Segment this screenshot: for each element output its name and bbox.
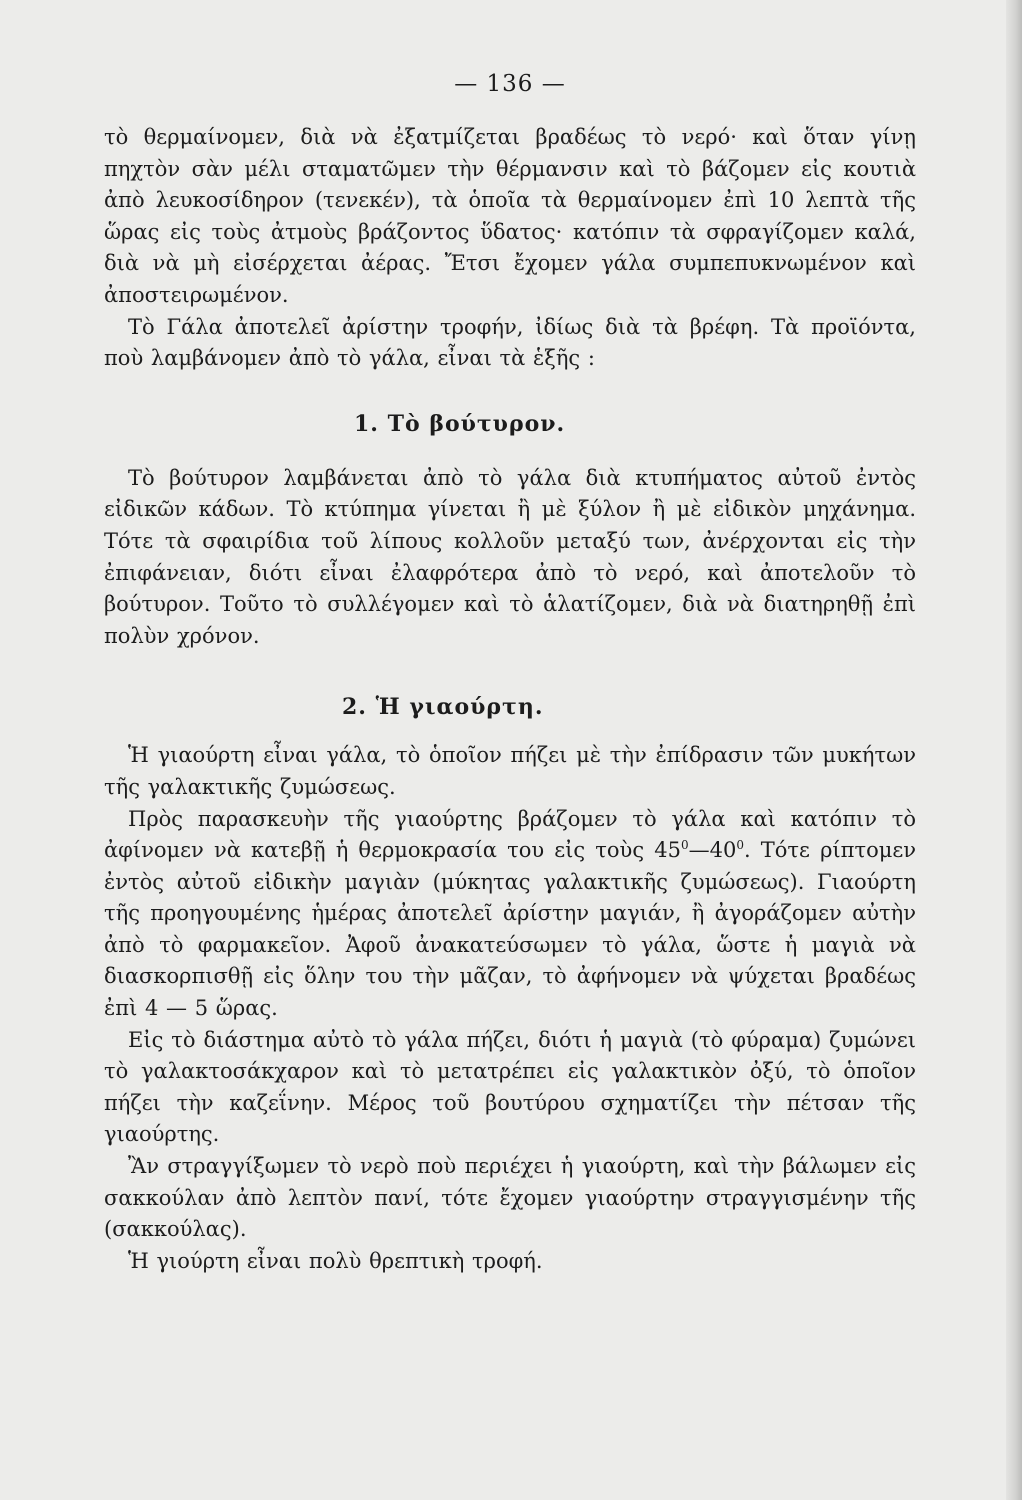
page-number: — 136 — [454,71,566,97]
section-heading-butter: 1. Τὸ βούτυρον. [354,410,566,437]
paragraph-yogurt-nutrition: Ἡ γιούρτη εἶναι πολὺ θρεπτικὴ τροφή. [128,1248,543,1273]
yogurt-prep-text-end: . Τότε ρίπτομεν ἐντὸς αὐτοῦ εἰδικὴν μαγιὰν (μύκητας γαλακτικῆς ζυμώσεως). Γιαούρτη τῆς προηγουμένης ἡμέρας ἀποτελεῖ ἀρίστην μαγιάν, ἢ ἀγοράζομεν αὐτὴν ἀπὸ τὸ φαρμακεῖον. Ἀφοῦ ἀνακατεύσωμεν τὸ γάλα, ὥστε ἡ μαγιὰ νὰ διασκορπισθῇ εἰς ὅλην του τὴν μᾶζαν, τὸ ἀφήνομεν νὰ ψύχεται βραδέως ἐπὶ 4 — 5 ὥρας. [104,838,916,1021]
degree-mark: 0 [736,838,744,853]
section-heading-yogurt: 2. Ἡ γιαούρτη. [342,694,544,721]
page-content [104,64,916,1277]
paragraph-strained-yogurt: Ἂν στραγγίξωμεν τὸ νερὸ ποὺ περιέχει ἡ γιαούρτη, καὶ τὴν βάλωμεν εἰς σακκούλαν ἀπὸ λεπτὸν πανί, τότε ἔχομεν γιαούρτην στραγγισμένην τῆς (σακκούλας). [104,1154,916,1242]
paragraph-milk-products: Τὸ Γάλα ἀποτελεῖ ἀρίστην τροφήν, ἰδίως διὰ τὰ βρέφη. Τὰ προϊόντα, ποὺ λαμβάνομεν ἀπὸ τὸ γάλα, εἶναι τὰ ἑξῆς : [104,314,916,371]
yogurt-prep-text-start: Πρὸς παρασκευὴν τῆς γιαούρτης βράζομεν τὸ γάλα καὶ κατόπιν τὸ ἀφίνομεν νὰ κατεβῇ ἡ θερμοκρασία του εἰς τοὺς 45 [104,806,916,863]
paragraph-yogurt-definition: Ἡ γιαούρτη εἶναι γάλα, τὸ ὁποῖον πήζει μὲ τὴν ἐπίδρασιν τῶν μυκήτων τῆς γαλακτικῆς ζυμώσεως. [104,743,916,799]
paragraph-butter: Τὸ βούτυρον λαμβάνεται ἀπὸ τὸ γάλα διὰ κτυπήματος αὐτοῦ ἐντὸς εἰδικῶν κάδων. Τὸ κτύπημα γίνεται ἢ μὲ ξύλον ἢ μὲ εἰδικὸν μηχάνημα. Τότε τὰ σφαιρίδια τοῦ λίπους κολλοῦν μεταξύ των, ἀνέρχονται εἰς τὴν ἐπιφάνειαν, διότι εἶναι ἐλαφρότερα ἀπὸ τὸ νερό, καὶ ἀποτελοῦν τὸ βούτυρον. Τοῦτο τὸ συλλέγομεν καὶ τὸ ἁλατίζομεν, διὰ νὰ διατηρηθῇ ἐπὶ πολὺν χρόνον. [104,465,916,648]
degree-mark: 0 [680,838,689,853]
paragraph-yogurt-fermentation: Εἰς τὸ διάστημα αὐτὸ τὸ γάλα πήζει, διότι ἡ μαγιὰ (τὸ φύραμα) ζυμώνει τὸ γαλακτοσάκχαρον καὶ τὸ μετατρέπει εἰς γαλακτικὸν ὀξύ, τὸ ὁποῖον πήζει τὴν καζεΐνην. Μέρος τοῦ βουτύρου σχηματίζει τὴν πέτσαν τῆς γιαούρτης. [104,1027,916,1147]
paragraph-yogurt-preparation [104,804,916,1025]
temperature-dash: —40 [688,838,737,863]
paragraph-condensed-milk: τὸ θερμαίνομεν, διὰ νὰ ἐξατμίζεται βραδέως τὸ νερό· καὶ ὅταν γίνῃ πηχτὸν σὰν μέλι σταματῶμεν τὴν θέρμανσιν καὶ τὸ βάζομεν εἰς κουτιὰ ἀπὸ λευκοσίδηρον (τενεκέν), τὰ ὁποῖα τὰ θερμαίνομεν ἐπὶ 10 λεπτὰ τῆς ὥρας εἰς τοὺς ἀτμοὺς βράζοντος ὕδατος· κατόπιν τὰ σφραγίζομεν καλά, διὰ νὰ μὴ εἰσέρχεται ἀέρας. Ἔτσι ἔχομεν γάλα συμπεπυκνωμένον καὶ ἀποστειρωμένον. [104,125,916,307]
page-edge-shadow [1006,0,1022,1500]
